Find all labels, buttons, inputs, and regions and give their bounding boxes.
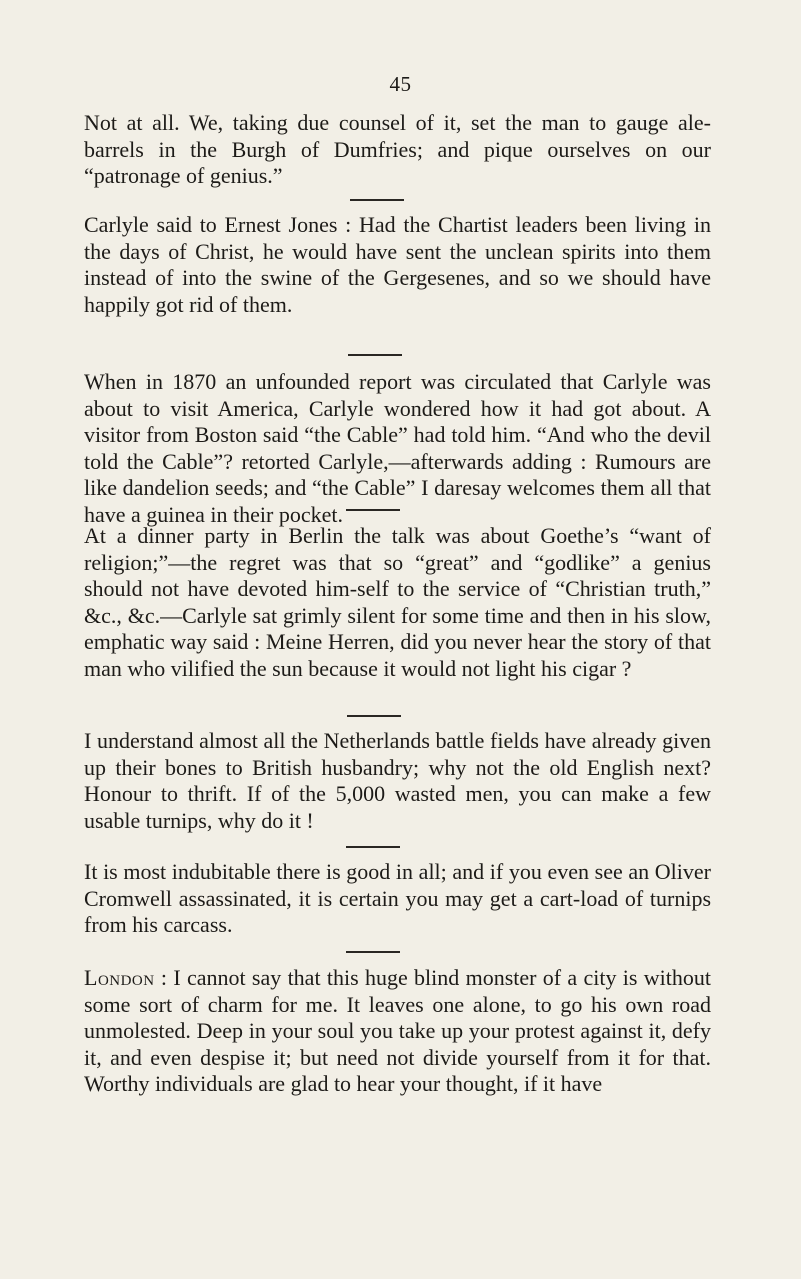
paragraph-5 [84, 728, 711, 834]
section-divider [347, 715, 401, 717]
section-divider [346, 509, 400, 511]
paragraph-6 [84, 859, 711, 939]
paragraph-2 [84, 212, 711, 318]
paragraph-text: At a dinner party in Berlin the talk was about Goethe’s “want of religion;”—the regret was that so “great” and “godlike” a genius should not have devoted him-self to the service of “Christian truth,” &c., &c.—Carlyle sat grimly silent for some time and then in his slow, emphatic way said : Meine Herren, did you never hear the story of that man who vilified the sun because it would not light his cigar ? [84, 523, 711, 681]
paragraph-text: Not at all. We, taking due counsel of it, set the man to gauge ale-barrels in the Burgh of Dumfries; and pique ourselves on our “patronage of genius.” [84, 110, 711, 188]
paragraph-text: When in 1870 an unfounded report was circulated that Carlyle was about to visit America, Carlyle wondered how it had got about. A visitor from Boston said “the Cable” had told him. “And who the devil told the Cable”? retorted Carlyle,—afterwards adding : Rumours are like dandelion seeds; and “the Cable” I daresay welcomes them all that have a guinea in their pocket. [84, 369, 711, 527]
paragraph-text [84, 965, 711, 1098]
paragraph-text: Carlyle said to Ernest Jones : Had the Chartist leaders been living in the days of Christ, he would have sent the unclean spirits into them instead of into the swine of the Gergesenes, and so we should have happily got rid of them. [84, 212, 711, 317]
paragraph-7 [84, 965, 711, 1098]
paragraph-4 [84, 523, 711, 682]
section-heading: London [84, 965, 155, 990]
page-number: 45 [389, 72, 412, 96]
section-divider [346, 846, 400, 848]
section-divider [348, 354, 402, 356]
paragraph-body: : I cannot say that this huge blind monster of a city is without some sort of charm for me. It leaves one alone, to go his own road unmolested. Deep in your soul you take up your protest against it, defy it, and even despise it; but need not divide yourself from it for that. Worthy individuals are glad to hear your thought, if it have [84, 965, 711, 1096]
paragraph-3 [84, 369, 711, 528]
paragraph-text: I understand almost all the Netherlands battle fields have already given up their bones to British husbandry; why not the old English next? Honour to thrift. If of the 5,000 wasted men, you can make a few usable turnips, why do it ! [84, 728, 711, 833]
paragraph-1 [84, 110, 711, 190]
section-divider [350, 199, 404, 201]
paragraph-text: It is most indubitable there is good in all; and if you even see an Oliver Cromwell assassinated, it is certain you may get a cart-load of turnips from his carcass. [84, 859, 711, 937]
section-divider [346, 951, 400, 953]
